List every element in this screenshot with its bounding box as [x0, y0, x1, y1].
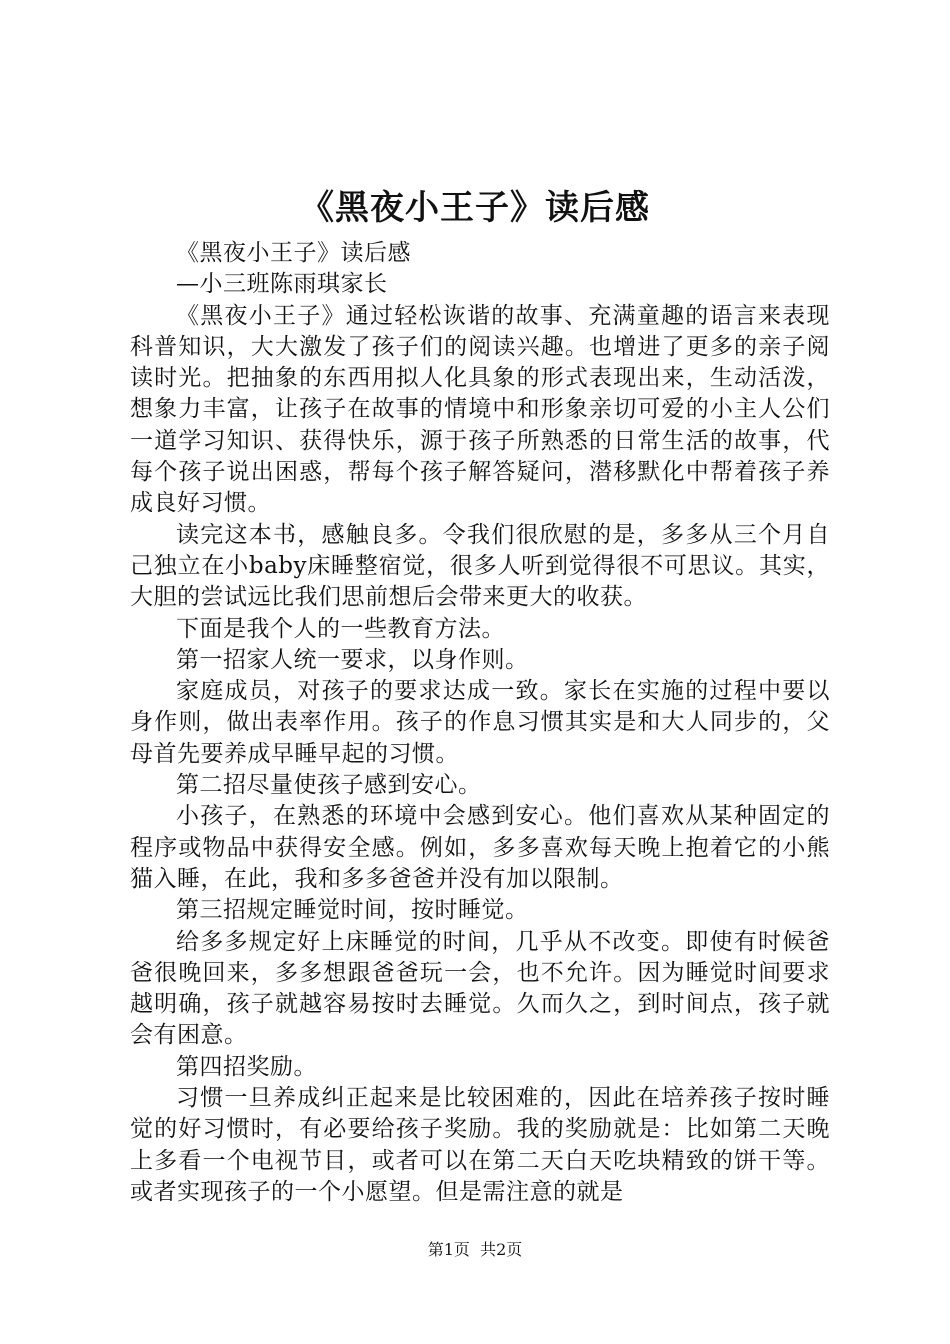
page-footer: [0, 1240, 950, 1260]
body-paragraph: 《黑夜小王子》读后感: [176, 240, 411, 266]
body-paragraph: 第二招尽量使孩子感到安心。: [176, 772, 482, 799]
body-paragraph: 小孩子，在熟悉的环境中会感到安心。他们喜欢从某种固定的程序或物品中获得安全感。例如，多多喜欢每天晚上抱着它的小熊猫入睡，在此，我和多多爸爸并没有加以限制。: [130, 803, 830, 892]
body-paragraph: 下面是我个人的一些教育方法。: [176, 615, 505, 642]
body-paragraph: 第一招家人统一要求，以身作则。: [176, 646, 529, 673]
body-paragraph: —小三班陈雨琪家长: [176, 271, 388, 298]
body-paragraph: 第三招规定睡觉时间，按时睡觉。: [176, 897, 529, 924]
body-paragraph: 家庭成员，对孩子的要求达成一致。家长在实施的过程中要以身作则，做出表率作用。孩子的作息习惯其实是和大人同步的，父母首先要养成早睡早起的习惯。: [130, 678, 830, 767]
body-paragraph: 《黑夜小王子》通过轻松诙谐的故事、充满童趣的语言来表现科普知识，大大激发了孩子们的阅读兴趣。也增进了更多的亲子阅读时光。把抽象的东西用拟人化具象的形式表现出来，生动活泼，想象力丰富，让孩子在故事的情境中和形象亲切可爱的小主人公们一道学习知识、获得快乐，源于孩子所熟悉的日常生活的故事，代每个孩子说出困惑，帮每个孩子解答疑问，潜移默化中帮着孩子养成良好习惯。: [130, 302, 830, 517]
body-paragraph: 给多多规定好上床睡觉的时间，几乎从不改变。即使有时候爸爸很晚回来，多多想跟爸爸玩一会，也不允许。因为睡觉时间要求越明确，孩子就越容易按时去睡觉。久而久之，到时间点，孩子就会有困意。: [130, 928, 830, 1049]
body-paragraph: 读完这本书，感触良多。令我们很欣慰的是，多多从三个月自己独立在小baby床睡整宿觉，很多人听到觉得很不可思议。其实，大胆的尝试远比我们思前想后会带来更大的收获。: [130, 521, 830, 611]
document-title: 《黑夜小王子》读后感: [300, 188, 650, 228]
page-number: 第1页: [427, 1240, 470, 1259]
page-total: 共2页: [480, 1240, 523, 1259]
document-body: [130, 238, 830, 1208]
body-paragraph: 第四招奖励。: [176, 1053, 317, 1080]
body-paragraph: 习惯一旦养成纠正起来是比较困难的，因此在培养孩子按时睡觉的好习惯时，有必要给孩子奖励。我的奖励就是：比如第二天晚上多看一个电视节目，或者可以在第二天白天吃块精致的饼干等。或者实现孩子的一个小愿望。但是需注意的就是: [130, 1085, 830, 1205]
